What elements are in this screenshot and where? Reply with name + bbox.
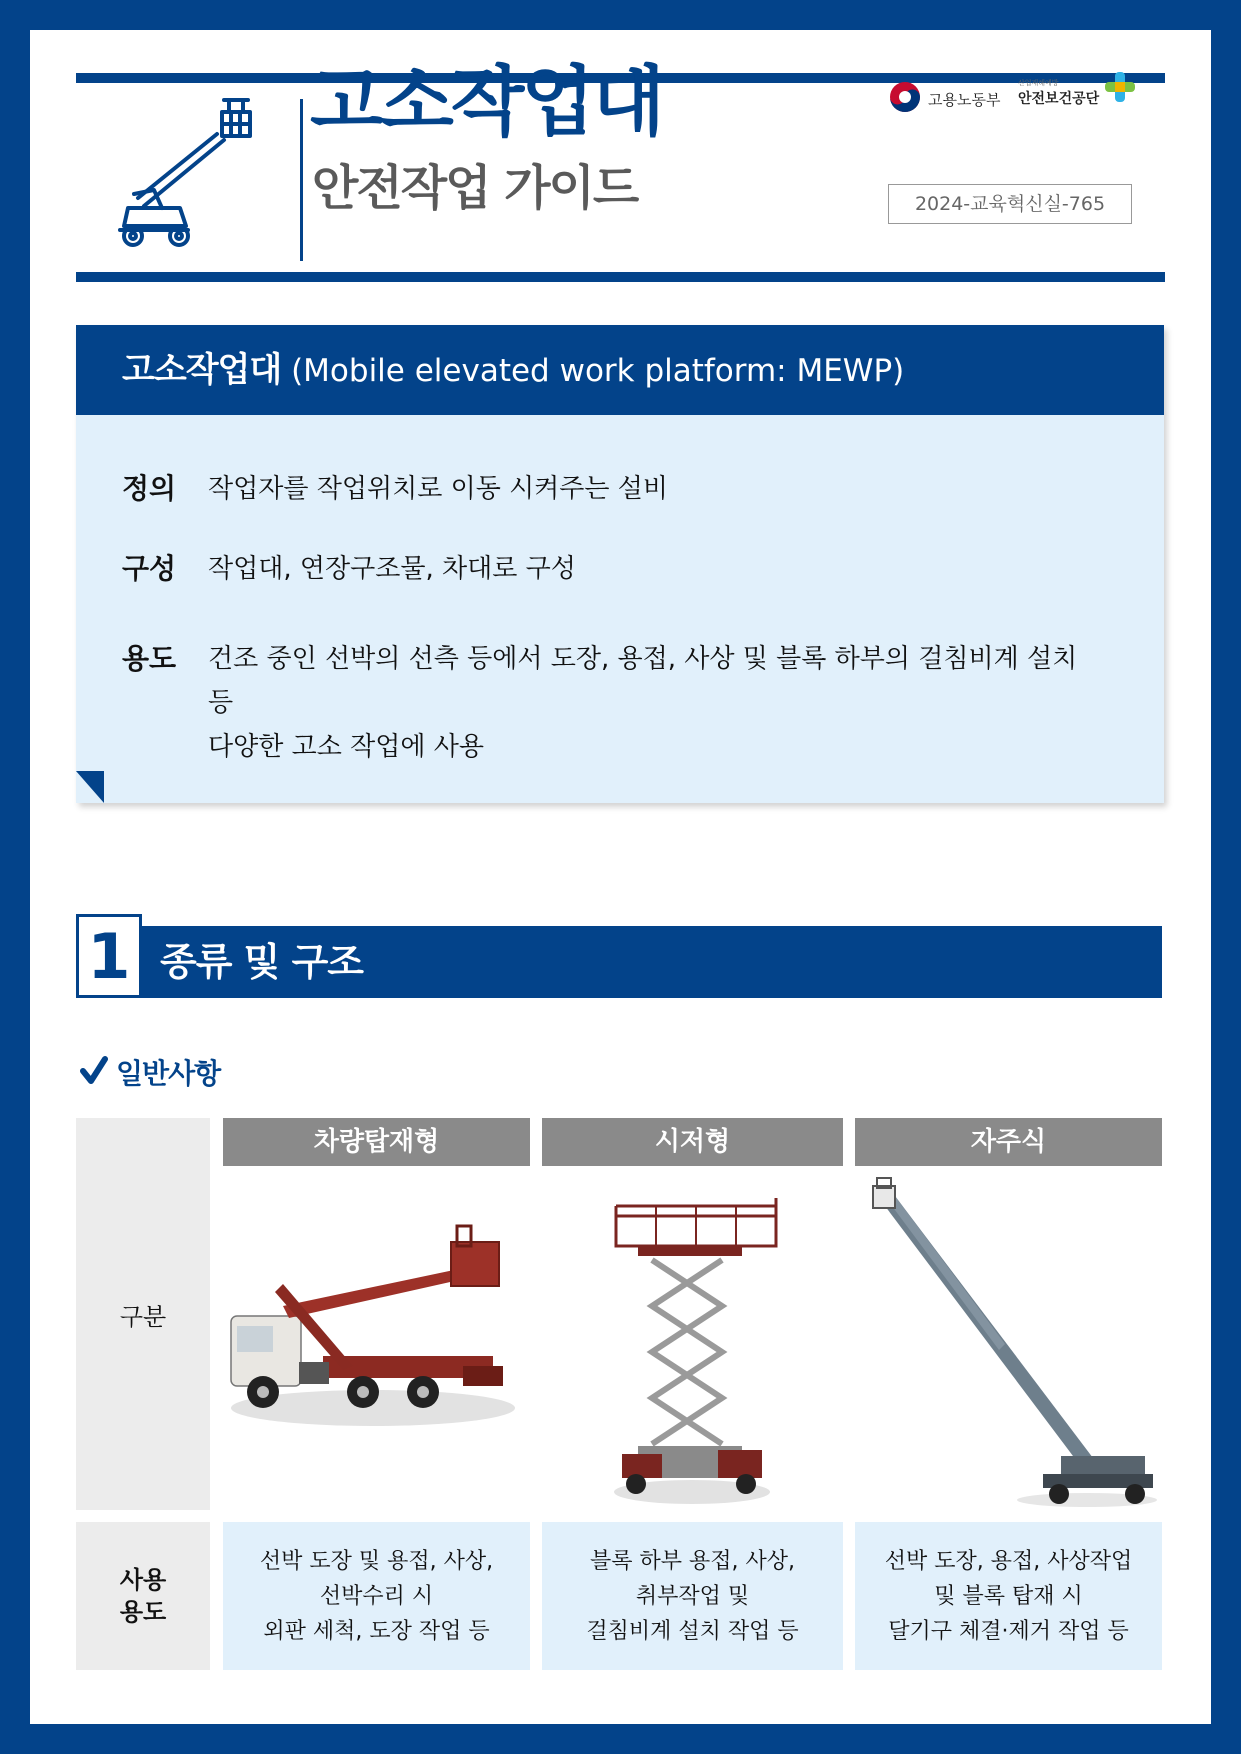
definition-label: 용도 [122, 642, 177, 675]
check-icon [80, 1055, 108, 1089]
kosha-cross-logo-icon [1103, 70, 1137, 108]
agency-logo-small-text: 산업재해예방 [1018, 79, 1059, 87]
definition-row-composition [122, 547, 1108, 591]
use-cell-scissor: 블록 하부 용접, 사상, 취부작업 및 걸침비계 설치 작업 등 [542, 1522, 843, 1670]
truck-mounted-lift-image [223, 1166, 530, 1508]
subheading-text: 일반사항 [116, 1057, 221, 1090]
column-header-self-propelled: 자주식 [855, 1118, 1162, 1166]
definition-body [76, 415, 1164, 803]
self-propelled-boom-lift-image [855, 1166, 1162, 1508]
document-code: 2024-교육혁신실-765 [888, 184, 1132, 224]
ministry-logo-text: 고용노동부 [928, 90, 1001, 109]
definition-text: 건조 중인 선박의 선측 등에서 도장, 용접, 사상 및 블록 하부의 걸침비계 설치 등 다양한 고소 작업에 사용 [208, 644, 1078, 762]
definition-title-ko: 고소작업대 [122, 350, 282, 390]
agency-logo-text: 안전보건공단 [1018, 91, 1100, 107]
agency-logo [1018, 70, 1137, 108]
ministry-logo [888, 80, 1000, 118]
definition-title-en: (Mobile elevated work platform: MEWP) [281, 353, 905, 389]
use-cell-self-propelled: 선박 도장, 용접, 사상작업 및 블록 탑재 시 달기구 체결·제거 작업 등 [855, 1522, 1162, 1670]
definition-row-usage [122, 637, 1108, 769]
column-header-scissor: 시저형 [542, 1118, 843, 1166]
document-title: 고소작업대 [310, 57, 663, 146]
definition-row-definition [122, 467, 1108, 511]
document-subtitle: 안전작업 가이드 [312, 160, 638, 216]
section-title: 종류 및 구조 [160, 940, 363, 984]
corner-fold [76, 771, 104, 803]
definition-header [76, 325, 1164, 415]
definition-label: 구성 [122, 552, 177, 585]
column-header-truck-mounted: 차량탑재형 [223, 1118, 530, 1166]
row-label-use: 사용 용도 [76, 1522, 210, 1670]
scissor-lift-image [542, 1166, 843, 1508]
definition-text: 작업자를 작업위치로 이동 시켜주는 설비 [208, 474, 669, 504]
row-label-type: 구분 [76, 1118, 210, 1510]
section-number: 1 [76, 914, 142, 998]
aerial-lift-icon [84, 78, 274, 254]
definition-text: 작업대, 연장구조물, 차대로 구성 [208, 554, 576, 584]
definition-label: 정의 [122, 472, 177, 505]
subheading [80, 1052, 220, 1092]
taegeuk-logo-icon [888, 80, 922, 118]
header-divider [300, 99, 303, 261]
use-cell-truck-mounted: 선박 도장 및 용접, 사상, 선박수리 시 외판 세척, 도장 작업 등 [223, 1522, 530, 1670]
header-bottom-rule [76, 272, 1165, 282]
definition-box [76, 325, 1164, 803]
